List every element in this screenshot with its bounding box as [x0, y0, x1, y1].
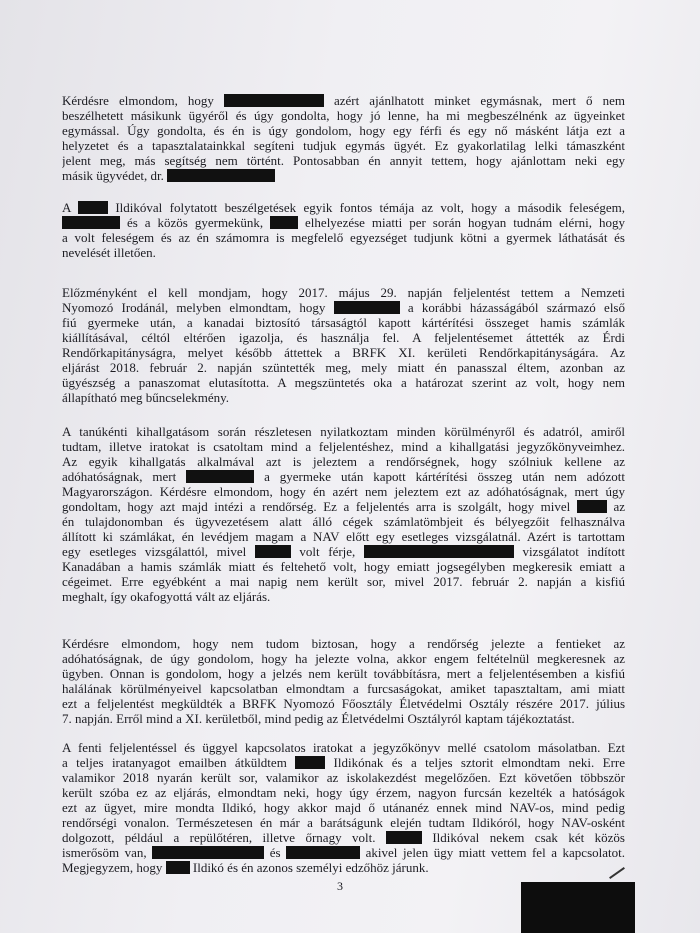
text-line: állapítható meg bűncselekmény.: [62, 390, 230, 405]
text-line: Megjegyzem, hogy Ildikó és én azonos személyi edzőhöz járunk.: [62, 860, 429, 875]
paragraph-3: [62, 285, 625, 405]
text-line: jelent meg, más segítség nem történt. Pontosabban én annyit tettem, hogy ajánlottam neki egy: [62, 153, 625, 168]
text-line: adóhatóságnak, mert a gyermeke után kapott kártérítési összeg után nem adózott: [62, 469, 625, 484]
paragraph-2: [62, 200, 625, 260]
text-line: adóhatóságnak, de úgy gondolom, hogy ha jelezte volna, akkor engem feltételnül megkeresnek az: [62, 651, 625, 666]
redaction-bar: [386, 831, 422, 844]
text-line: ezt az ügyet, mire mondta Ildikó, hogy akkor majd ő utánanéz ennek mind NAV-os, mind pedig: [62, 800, 625, 815]
text-line: Kanadában a hamis számlák miatt és feltehető volt, hogy emiatt jogsegélyben megkeresik emiatt a: [62, 559, 625, 574]
text-line: ügyben. Onnan is gondolom, hogy a jelzés nem került továbbításra, mert a feljelentésemben a kisfiú: [62, 666, 625, 681]
text-line: másik ügyvédet, dr.: [62, 168, 625, 183]
paragraph-5: [62, 636, 625, 726]
redaction-bar: [364, 545, 514, 558]
text-line: én tulajdonomban és ügyvezetésem alatt álló cégek számlatömbjeit és bélyegzőit felhasználva: [62, 514, 625, 529]
text-line: tudtam, illetve iratokat is csatoltam mind a feljelentéshez, mind a kihallgatási jegyzőkönyveimhez.: [62, 439, 625, 454]
text-line: és a közös gyermekünk, elhelyezése miatti per során hogyan tudnám elérni, hogy: [62, 215, 625, 230]
text-line: valamikor 2018 nyarán került sor, valamikor az iskolakezdést megelőzően. Ezt követően többször: [62, 770, 625, 785]
text-line: dolgozott, például a repülőtéren, illetve őrnagy volt. Ildikóval nekem csak két közös: [62, 830, 625, 845]
text-line: ismerősöm van, és akivel jelen ügy miatt vettem fel a kapcsolatot.: [62, 845, 625, 860]
text-line: A fenti feljelentéssel és üggyel kapcsolatos iratokat a jegyzőkönyv mellé csatolom másolatban. Ezt: [62, 740, 625, 755]
text-line: A tanúkénti kihallgatásom során részletesen nyilatkoztam minden körülményről és adatról, amiről: [62, 424, 625, 439]
text-line: Előzményként el kell mondjam, hogy 2017. május 29. napján feljelentést tettem a Nemzeti: [62, 285, 625, 300]
text-line: fiú gyermeke után, a kanadai biztosító társaságtól kapott kártérítési összeget hamis számlák: [62, 315, 625, 330]
text-line: a teljes iratanyagot emailben átküldtem Ildikónak és a teljes sztorit elmondtam neki. Erre: [62, 755, 625, 770]
text-line: állított ki számlákat, én levédjem magam a NAV előtt egy esetleges vizsgálatnál. Azért is tartottam: [62, 529, 625, 544]
redaction-bar: [167, 169, 275, 182]
paragraph-6: [62, 740, 625, 875]
redaction-bar: [78, 201, 108, 214]
page-number: 3: [337, 879, 343, 893]
text-line: került szóba ez az eljárás, elmondtam neki, hogy úgy érzem, nagyon furcsán kezelték a hatóságok: [62, 785, 625, 800]
text-line: kiállításával, céltól eltérően igazolja, és használja fel. A feljelentésemet áttették az Érdi: [62, 330, 625, 345]
redaction-bar: [62, 216, 120, 229]
text-line: Nyomozó Irodánál, melyben elmondtam, hogy a korábbi házasságából származó első: [62, 300, 625, 315]
paragraph-1: [62, 93, 625, 183]
redaction-bar: [186, 470, 254, 483]
text-line: Magyarországon. Kérdésre elmondom, hogy én azért nem jeleztem ezt az adóhatóságnak, mert úgy: [62, 484, 625, 499]
text-line: gondoltam, hogy azt majd intézi a rendőrség. Ez a feljelentés arra is szolgált, hogy mivel az: [62, 499, 625, 514]
redaction-bar: [295, 756, 325, 769]
text-line: ügyészség a panaszomat elutasította. A megszüntetés oka a határozat szerint az volt, hogy nem: [62, 375, 625, 390]
redaction-bar: [577, 500, 607, 513]
text-line: egy esetleges vizsgálattól, mivel volt férje, vizsgálatot indított: [62, 544, 625, 559]
text-line: nevelését illetően.: [62, 245, 156, 260]
redaction-bar: [152, 846, 264, 859]
text-line: ezt a feljelentést megküldték a BRFK Nyomozó Főosztály Életvédelmi Osztály részére 2017. július: [62, 696, 625, 711]
text-line: helyzetet és a tapasztalatainkkal segíteni tudjuk egymás ügyét. Ez gyakorlatilag lelki támaszként: [62, 138, 625, 153]
text-line: eljárást 2018. február 2. napján szüntették meg, mely miatt én panasszal éltem, azonban az: [62, 360, 625, 375]
redaction-bar: [255, 545, 291, 558]
redaction-bar: [270, 216, 298, 229]
redaction-bar: [334, 301, 400, 314]
text-line: Az egyik kihallgatás alkalmával azt is jeleztem a rendőrségnek, hogy szólniuk kellene az: [62, 454, 625, 469]
text-line: 7. napján. Erről mind a XI. kerületből, mind pedig az Életvédelmi Osztályról kaptam tájékoztatást.: [62, 711, 575, 726]
text-line: a volt feleségem és az én számomra is megfelelő egyezséget tudjunk kötni a gyermek láthatását és: [62, 230, 625, 245]
text-line: rendőrségi vonalon. Természetesen én már a barátságunk elején tudtam Ildikóról, hogy NAV-osként: [62, 815, 625, 830]
text-line: Kérdésre elmondom, hogy nem tudom biztosan, hogy a rendőrség jelezte a fentieket az: [62, 636, 625, 651]
text-line: meghalt, így okafogyottá vált az eljárás.: [62, 589, 271, 604]
text-line: cégeimet. Erre egyébként a mai napig nem került sor, mivel 2017. február 2. napján a kisfiú: [62, 574, 625, 589]
redaction-bar: [286, 846, 360, 859]
text-line: A Ildikóval folytatott beszélgetések egyik fontos témája az volt, hogy a második feleségem,: [62, 200, 625, 215]
text-line: Rendőrkapitányságra, melyet később áttettek a BRFK XI. kerületi Rendőrkapitányságára. Az: [62, 345, 625, 360]
text-line: egymással. Úgy gondolta, és én is úgy gondolom, hogy egy férfi és egy nő másként látja ezt a: [62, 123, 625, 138]
text-line: halálának körülményeivel kapcsolatban elmondtam a furcsaságokat, amiket tapasztaltam, ami miatt: [62, 681, 625, 696]
redacted-signature: [521, 882, 635, 933]
text-line: beszélhetett másikunk ügyéről és úgy gondolta, hogy jó lenne, ha mi megbeszélnénk az ügyeinket: [62, 108, 625, 123]
text-line: Kérdésre elmondom, hogy azért ajánlhatott minket egymásnak, mert ő nem: [62, 93, 625, 108]
redaction-bar: [224, 94, 324, 107]
redaction-bar: [166, 861, 190, 874]
paragraph-4: [62, 424, 625, 604]
